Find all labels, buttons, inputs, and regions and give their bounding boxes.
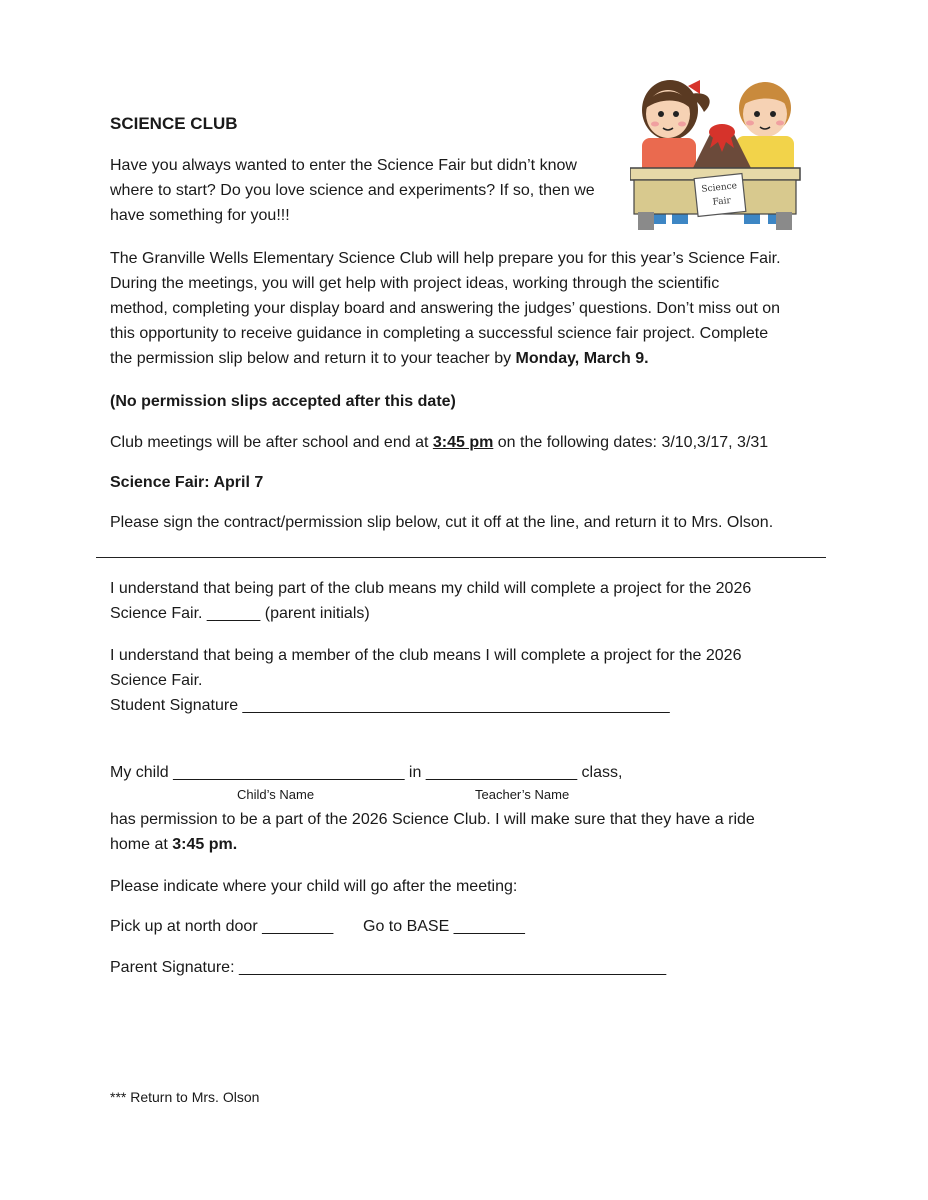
parent-initials-line[interactable]: Science Fair. ______ (parent initials) [110,605,370,622]
footer-return-note: *** Return to Mrs. Olson [110,1089,260,1105]
intro-line-2: where to start? Do you love science and experiments? If so, then we [110,182,595,199]
after-meeting-question: Please indicate where your child will go after the meeting: [110,878,518,895]
teachers-name-caption: Teacher’s Name [475,787,570,802]
permission-line-2-text: home at [110,836,173,853]
student-signature-field[interactable]: Student Signature ________________________________________________ [110,697,670,714]
page-title: SCIENCE CLUB [110,114,238,133]
meetings-dates: on the following dates: 3/10,3/17, 3/31 [493,434,769,451]
permission-line-2 [110,832,237,857]
intro-line-3: have something for you!!! [110,207,290,224]
student-understand-line-1: I understand that being a member of the club means I will complete a project for the 2026 [110,647,742,664]
student-understand-line-2: Science Fair. [110,672,203,689]
intro-line-1: Have you always wanted to enter the Science Fair but didn’t know [110,157,577,174]
meetings-prefix: Club meetings will be after school and end at [110,434,433,451]
cut-line-divider [96,557,826,558]
my-child-line[interactable]: My child __________________________ in _________________ class, [110,764,623,781]
permission-line-1: has permission to be a part of the 2026 Science Club. I will make sure that they have a ride [110,811,755,828]
description-line-1: The Granville Wells Elementary Science Club will help prepare you for this year’s Science Fair. [110,250,781,267]
science-fair-kids-illustration [630,72,815,232]
science-fair-sign [694,174,746,217]
childs-name-caption: Child’s Name [237,787,315,802]
meetings-line [110,430,768,455]
meetings-end-time: 3:45 pm [432,434,494,451]
description-line-3: method, completing your display board and answering the judges’ questions. Don’t miss out on [110,300,781,317]
sign-instruction: Please sign the contract/permission slip below, cut it off at the line, and return it to Mrs. Olson. [110,514,774,531]
parent-signature-field[interactable]: Parent Signature: ________________________________________________ [110,959,667,976]
description-line-5-text: the permission slip below and return it to your teacher by [110,350,516,367]
deadline-date: Monday, March 9. [515,350,649,367]
sign-line-1: Science [701,181,738,195]
parent-understand-line-1: I understand that being part of the club means my child will complete a project for the 2026 [110,580,752,597]
option-go-to-base[interactable]: Go to BASE ________ [363,918,525,935]
pickup-time: 3:45 pm. [172,836,238,853]
description-line-4: this opportunity to receive guidance in completing a successful science fair project. Complete [110,325,769,342]
sign-line-2: Fair [712,195,732,208]
no-slips-note: (No permission slips accepted after this date) [110,393,456,410]
option-pickup-north-door[interactable]: Pick up at north door ________ [110,918,334,935]
science-fair-date: Science Fair: April 7 [110,474,264,491]
description-line-2: During the meetings, you will get help with project ideas, working through the scientific [110,275,720,292]
description-line-5 [110,346,649,371]
